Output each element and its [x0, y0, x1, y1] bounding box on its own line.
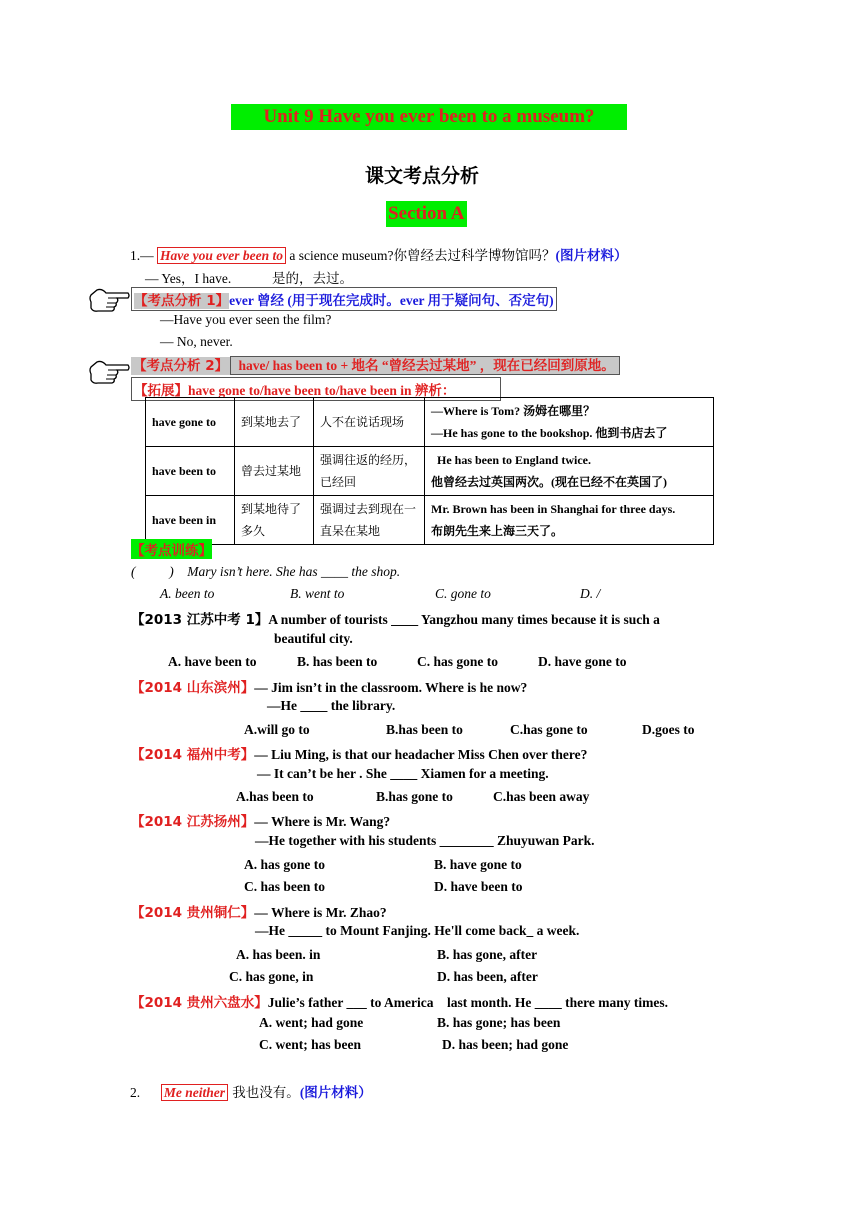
question-6-option-a: A. went; had gone — [259, 1015, 364, 1030]
question-1-stem-2: beautiful city. — [274, 631, 353, 646]
question-6-option-b: B. has gone; has been — [437, 1015, 561, 1030]
question-4-source: 【2014 江苏扬州】 — [131, 814, 255, 830]
question-1-option-c: C. has gone to — [417, 654, 499, 669]
item2-text: 我也没有。 — [228, 1085, 300, 1101]
question-0-option-b: B. went to — [290, 586, 345, 601]
question-3-option-b: B.has gone to — [376, 789, 453, 804]
item1-note: (图片材料） — [555, 248, 628, 263]
pointing-hand-icon — [88, 356, 130, 386]
question-0-option-d: D. / — [580, 586, 601, 601]
item1-answer-en: — Yes，I have. — [145, 271, 232, 286]
table-cell-example — [425, 496, 714, 545]
pointing-hand-icon — [88, 284, 130, 314]
question-6-source: 【2014 贵州六盘水】 — [131, 995, 268, 1011]
item1-line — [130, 244, 628, 264]
item2-boxed-phrase: Me neither — [161, 1084, 228, 1101]
item1-answer — [145, 267, 353, 287]
item2-line — [130, 1081, 372, 1101]
question-4-line — [131, 810, 390, 830]
table-row — [146, 447, 714, 496]
question-1-option-d: D. have gone to — [538, 654, 627, 669]
table-cell-phrase: have been in — [146, 496, 235, 545]
question-1-option-b: B. has been to — [297, 654, 378, 669]
comparison-table — [145, 397, 714, 545]
question-3-stem-2: — It can’t be her . She ____ Xiamen for a meeting. — [257, 766, 549, 781]
question-5-option-a: A. has been. in — [236, 947, 321, 962]
item2-number: 2. — [130, 1085, 141, 1100]
question-4-option-c: C. has been to — [244, 879, 326, 894]
question-0-option-a: A. been to — [160, 586, 215, 601]
question-3-source: 【2014 福州中考】 — [131, 747, 255, 763]
question-3-line — [131, 743, 587, 763]
question-2-option-d: D.goes to — [642, 722, 695, 737]
item1-boxed-phrase: Have you ever been to — [157, 247, 286, 264]
question-4-stem-2: —He together with his students ________ Zhuyuwan Park. — [255, 833, 595, 848]
table-cell-note: 强调过去到现在一直呆在某地 — [314, 496, 425, 545]
practice-label: 【考点训练】 — [131, 539, 212, 559]
table-cell-example — [425, 398, 714, 447]
table-example-line: Mr. Brown has been in Shanghai for three days. — [431, 502, 676, 516]
question-2-source: 【2014 山东滨州】 — [131, 680, 255, 696]
question-5-source: 【2014 贵州铜仁】 — [131, 905, 255, 921]
table-example-line: He has been to England twice. — [431, 453, 592, 467]
table-example-line: 他曾经去过英国两次。(现在已经不在英国了) — [431, 475, 667, 489]
question-2-stem: — Jim isn’t in the classroom. Where is he now? — [254, 680, 528, 695]
question-5-stem-2: —He _____ to Mount Fanjing. He'll come back_ a week. — [255, 923, 580, 938]
question-5-line — [131, 901, 387, 921]
question-0-option-c: C. gone to — [435, 586, 491, 601]
unit-title: Unit 9 Have you ever been to a museum? — [231, 104, 627, 130]
question-4-option-a: A. has gone to — [244, 857, 326, 872]
question-3-option-c: C.has been away — [493, 789, 590, 804]
table-example-line: —Where is Tom? 汤姆在哪里？ — [431, 404, 596, 418]
table-cell-note: 强调往返的经历，已经回 — [314, 447, 425, 496]
item1-number: 1.— — [130, 248, 154, 263]
question-5-option-d: D. has been, after — [437, 969, 538, 984]
question-2-line — [131, 676, 527, 696]
question-1-source: 【2013 江苏中考 1】 — [131, 612, 269, 628]
table-example-line: 布朗先生来上海三天了。 — [431, 524, 564, 538]
table-cell-meaning: 到某地去了 — [235, 398, 314, 447]
question-3-stem: — Liu Ming, is that our headacher Miss Chen over there? — [254, 747, 588, 762]
point1-example-1: —Have you ever seen the film? — [160, 312, 332, 327]
table-cell-note: 人不在说话现场 — [314, 398, 425, 447]
question-3-option-a: A.has been to — [236, 789, 314, 804]
table-cell-phrase: have been to — [146, 447, 235, 496]
table-row — [146, 398, 714, 447]
question-6-option-d: D. has been; had gone — [442, 1037, 569, 1052]
analysis-point-2-label: 【考点分析 2】 — [133, 358, 229, 374]
analysis-point-1 — [131, 287, 557, 311]
question-2-option-c: C.has gone to — [510, 722, 588, 737]
question-2-option-a: A.will go to — [244, 722, 310, 737]
question-5-option-c: C. has gone, in — [229, 969, 314, 984]
table-cell-phrase: have gone to — [146, 398, 235, 447]
question-1-option-a: A. have been to — [168, 654, 257, 669]
question-0-stem: ( ) Mary isn’t here. She has ____ the shop. — [131, 564, 401, 579]
section-title: Section A — [386, 201, 467, 227]
question-2-option-b: B.has been to — [386, 722, 463, 737]
item2-note: (图片材料） — [299, 1085, 372, 1100]
question-4-stem: — Where is Mr. Wang? — [254, 814, 391, 829]
table-cell-meaning: 曾去过某地 — [235, 447, 314, 496]
question-6-stem: Julie’s father ___ to America last month. He ____ there many times. — [267, 995, 668, 1010]
item1-answer-cn: 是的，去过。 — [272, 271, 353, 286]
analysis-point-1-label: 【考点分析 1】 — [134, 293, 230, 309]
analysis-point-2-text: have/ has been to + 地名 “曾经去过某地” ，现在已经回到原地。 — [230, 356, 620, 375]
question-4-option-d: D. have been to — [434, 879, 523, 894]
table-cell-example — [425, 447, 714, 496]
analysis-point-1-text: ever 曾经 (用于现在完成时。ever 用于疑问句、否定句) — [229, 293, 554, 308]
item1-text: a science museum?你曾经去过科学博物馆吗？ — [285, 248, 556, 263]
question-4-option-b: B. have gone to — [434, 857, 522, 872]
page-subtitle: 课文考点分析 — [365, 165, 480, 187]
question-1-line — [131, 608, 660, 628]
question-6-line — [131, 991, 668, 1011]
question-2-stem-2: —He ____ the library. — [267, 698, 396, 713]
question-1-stem: A number of tourists ____ Yangzhou many times because it is such a — [268, 612, 660, 627]
question-5-stem: — Where is Mr. Zhao? — [254, 905, 387, 920]
table-cell-meaning: 到某地待了多久 — [235, 496, 314, 545]
point1-example-2: — No, never. — [160, 334, 233, 349]
extension-label: 【拓展】have gone to/have been to/have been in 辨析： — [131, 377, 501, 401]
table-example-line: —He has gone to the bookshop. 他到书店去了 — [431, 426, 668, 440]
analysis-point-2 — [131, 354, 620, 374]
question-5-option-b: B. has gone, after — [437, 947, 538, 962]
question-6-option-c: C. went; has been — [259, 1037, 362, 1052]
table-row — [146, 496, 714, 545]
